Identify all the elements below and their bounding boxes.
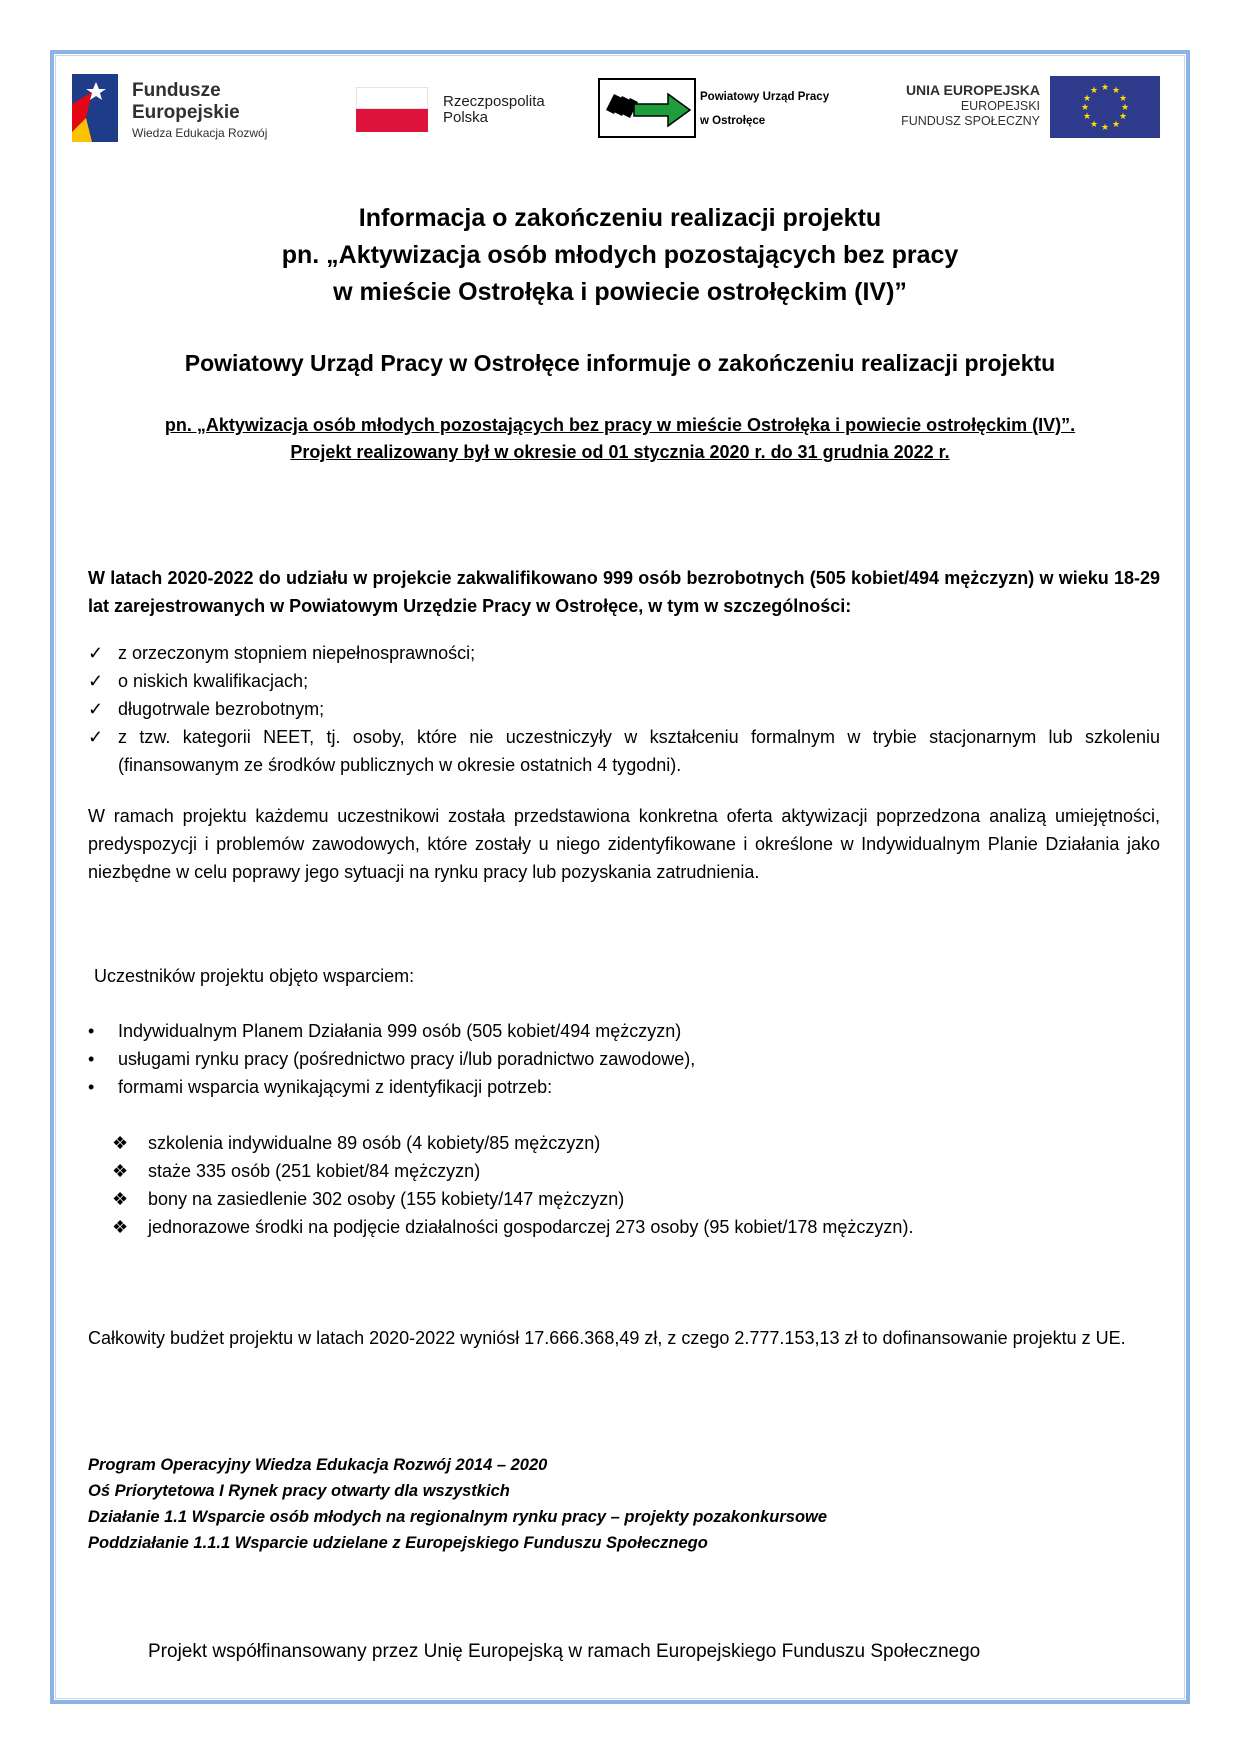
program-line4: Poddziałanie 1.1.1 Wsparcie udzielane z Europejskiego Funduszu Społecznego bbox=[88, 1534, 708, 1552]
title-line3: w mieście Ostrołęka i powiecie ostrołęckim (IV)” bbox=[333, 278, 907, 306]
eu-flag-icon bbox=[1050, 76, 1160, 138]
svg-text:★: ★ bbox=[1082, 94, 1092, 104]
svg-text:★: ★ bbox=[1120, 103, 1130, 113]
svg-text:★: ★ bbox=[1100, 123, 1110, 133]
pup-arrow-icon bbox=[600, 80, 694, 136]
list-item bbox=[88, 723, 1160, 779]
list-item bbox=[88, 695, 1160, 723]
rzeczpospolita-line2: Polska bbox=[443, 108, 489, 126]
list-item-text: bony na zasiedlenie 302 osoby (155 kobiety/147 mężczyzn) bbox=[148, 1189, 625, 1209]
ue-text bbox=[850, 82, 1040, 129]
list-item bbox=[112, 1129, 1160, 1157]
rzeczpospolita-line1: Rzeczpospolita bbox=[443, 93, 545, 110]
program-info bbox=[88, 1452, 827, 1556]
fundusze-line1: Fundusze bbox=[132, 80, 221, 101]
svg-text:★: ★ bbox=[1080, 103, 1090, 113]
list-item-text: szkolenia indywidualne 89 osób (4 kobiety/85 mężczyzn) bbox=[148, 1133, 601, 1153]
svg-text:★: ★ bbox=[1082, 112, 1092, 122]
bullet-icon: • bbox=[88, 1021, 95, 1041]
support-heading: Uczestników projektu objęto wsparciem: bbox=[94, 966, 415, 986]
budget-paragraph: Całkowity budżet projektu w latach 2020-2022 wyniósł 17.666.368,49 zł, z czego 2.777.153,13 zł to dofinansowanie projektu z UE. bbox=[88, 1328, 1126, 1348]
intro-paragraph: W latach 2020-2022 do udziału w projekcie zakwalifikowano 999 osób bezrobotnych (505 kobiet/494 mężczyzn) w wieku 18-29 lat zarejestrowanych w Powiatowym Urzędzie Pracy w Ostrołęce, w tym w szczególności: bbox=[88, 568, 1160, 616]
fundusze-line3: Wiedza Edukacja Rozwój bbox=[132, 125, 268, 140]
list-item-text: z tzw. kategorii NEET, tj. osoby, które nie uczestniczyły w kształceniu formalnym w trybie stacjonarnym lub szkoleniu (finansowanym ze środków publicznych w okresie ostatnich 4 tygodni). bbox=[118, 727, 1160, 775]
diamond-list bbox=[112, 1129, 1160, 1241]
program-line2: Oś Priorytetowa I Rynek pracy otwarty dla wszystkich bbox=[88, 1482, 510, 1500]
bullet-icon: • bbox=[88, 1077, 95, 1097]
title-line2: pn. „Aktywizacja osób młodych pozostających bez pracy bbox=[281, 241, 959, 269]
project-info bbox=[80, 412, 1160, 466]
check-icon: ✓ bbox=[88, 727, 104, 747]
check-icon: ✓ bbox=[88, 643, 104, 663]
diamond-icon: ❖ bbox=[112, 1133, 129, 1153]
svg-text:★: ★ bbox=[1100, 83, 1110, 93]
svg-text:★: ★ bbox=[1118, 112, 1128, 122]
diamond-icon: ❖ bbox=[112, 1217, 129, 1237]
svg-text:★: ★ bbox=[1118, 94, 1128, 104]
svg-text:★: ★ bbox=[1089, 86, 1099, 96]
fundusze-europejskie-logo bbox=[72, 74, 118, 142]
list-item bbox=[88, 639, 1160, 667]
ipd-paragraph: W ramach projektu każdemu uczestnikowi została przedstawiona konkretna oferta aktywizacji poprzedzona analizą umiejętności, predyspozycji i problemów zawodowych, które zostały u niego zidentyfikowane i określone w Indywidualnym Planie Działania jako niezbędne w celu poprawy jego sytuacji na rynku pracy lub pozyskania zatrudnienia. bbox=[88, 806, 1160, 882]
diamond-icon: ❖ bbox=[112, 1189, 129, 1209]
pup-line2: w Ostrołęce bbox=[700, 114, 766, 127]
list-item-text: formami wsparcia wynikającymi z identyfikacji potrzeb: bbox=[118, 1077, 553, 1097]
list-item-text: usługami rynku pracy (pośrednictwo pracy i/lub poradnictwo zawodowe), bbox=[118, 1049, 696, 1069]
svg-text:★: ★ bbox=[1089, 120, 1099, 130]
check-icon: ✓ bbox=[88, 699, 104, 719]
list-item bbox=[88, 667, 1160, 695]
rzeczpospolita-text bbox=[443, 94, 545, 126]
list-item bbox=[112, 1185, 1160, 1213]
subtitle: Powiatowy Urząd Pracy w Ostrołęce informuje o zakończeniu realizacji projektu bbox=[184, 350, 1056, 376]
pup-text bbox=[700, 86, 829, 133]
svg-text:★: ★ bbox=[1111, 86, 1121, 96]
check-list bbox=[88, 639, 1160, 779]
bullet-icon: • bbox=[88, 1049, 95, 1069]
footer-note: Projekt współfinansowany przez Unię Europejską w ramach Europejskiego Funduszu Społecznego bbox=[148, 1641, 981, 1662]
list-item bbox=[88, 1017, 1160, 1045]
poland-flag-icon bbox=[356, 87, 428, 132]
ue-line3: FUNDUSZ SPOŁECZNY bbox=[901, 113, 1040, 128]
pup-line1: Powiatowy Urząd Pracy bbox=[700, 91, 830, 103]
fundusze-line2: Europejskie bbox=[132, 101, 240, 123]
title-line1: Informacja o zakończeniu realizacji projektu bbox=[358, 204, 882, 232]
bullet-list bbox=[88, 1017, 1160, 1101]
list-item bbox=[112, 1213, 1160, 1241]
ue-line1: UNIA EUROPEJSKA bbox=[905, 82, 1040, 98]
list-item-text: długotrwale bezrobotnym; bbox=[118, 699, 325, 719]
list-item-text: jednorazowe środki na podjęcie działalności gospodarczej 273 osoby (95 kobiet/178 mężczyzn). bbox=[148, 1217, 914, 1237]
program-line1: Program Operacyjny Wiedza Edukacja Rozwój 2014 – 2020 bbox=[88, 1456, 548, 1474]
project-period-line: Projekt realizowany był w okresie od 01 stycznia 2020 r. do 31 grudnia 2022 r. bbox=[290, 442, 950, 462]
project-name-line: pn. „Aktywizacja osób młodych pozostających bez pracy w mieście Ostrołęka i powiecie ostrołęckim (IV)”. bbox=[164, 415, 1076, 435]
list-item-text: Indywidualnym Planem Działania 999 osób (505 kobiet/494 mężczyzn) bbox=[118, 1021, 682, 1041]
pup-logo bbox=[598, 78, 696, 138]
document-title bbox=[80, 200, 1160, 311]
svg-text:★: ★ bbox=[1111, 120, 1121, 130]
list-item-text: o niskich kwalifikacjach; bbox=[118, 671, 309, 691]
fundusze-europejskie-text bbox=[132, 80, 267, 140]
check-icon: ✓ bbox=[88, 671, 104, 691]
list-item-text: z orzeczonym stopniem niepełnosprawności; bbox=[118, 643, 476, 663]
diamond-icon: ❖ bbox=[112, 1161, 129, 1181]
program-line3: Działanie 1.1 Wsparcie osób młodych na regionalnym rynku pracy – projekty pozakonkursowe bbox=[88, 1508, 828, 1526]
list-item bbox=[88, 1045, 1160, 1073]
ue-line2: EUROPEJSKI bbox=[960, 98, 1040, 113]
list-item bbox=[88, 1073, 1160, 1101]
list-item-text: staże 335 osób (251 kobiet/84 mężczyzn) bbox=[148, 1161, 481, 1181]
list-item bbox=[112, 1157, 1160, 1185]
